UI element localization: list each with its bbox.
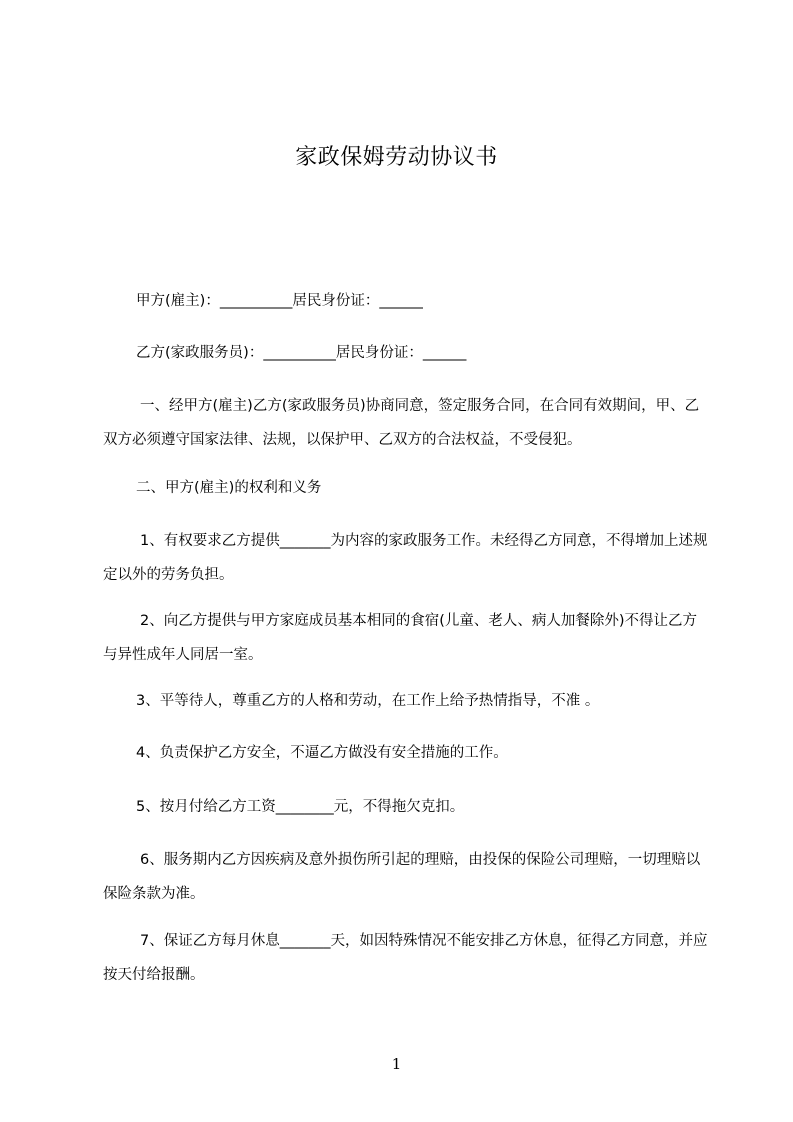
clause-2-1: 1、有权要求乙方提供_______为内容的家政服务工作。未经得乙方同意，不得增加上述规定以外的劳务负担。 [103, 533, 708, 583]
clause-2-2: 2、向乙方提供与甲方家庭成员基本相同的食宿(儿童、老人、病人加餐除外)不得让乙方与异性成年人同居一室。 [103, 613, 698, 663]
party-b-line: 乙方(家政服务员)：__________居民身份证：______ [136, 345, 467, 361]
clause-2-7: 7、保证乙方每月休息_______天，如因特殊情况不能安排乙方休息，征得乙方同意，并应按天付给报酬。 [103, 933, 708, 983]
party-a-line: 甲方(雇主)：__________居民身份证：______ [136, 293, 423, 309]
clause-2-5: 5、按月付给乙方工资________元，不得拖欠克扣。 [136, 799, 465, 815]
page-number: 1 [391, 1055, 402, 1073]
clause-2-6: 6、服务期内乙方因疾病及意外损伤所引起的理赔，由投保的保险公司理赔，一切理赔以保险条款为准。 [103, 852, 701, 902]
clause-2-3: 3、平等待人，尊重乙方的人格和劳动，在工作上给予热情指导，不准 。 [136, 693, 600, 709]
section-two-heading: 二、甲方(雇主)的权利和义务 [136, 480, 322, 496]
document-title: 家政保姆劳动协议书 [295, 145, 498, 170]
clause-one: 一、经甲方(雇主)乙方(家政服务员)协商同意，签定服务合同，在合同有效期间，甲、乙双方必须遵守国家法律、法规，以保护甲、乙双方的合法权益，不受侵犯。 [103, 398, 700, 448]
clause-2-4: 4、负责保护乙方安全，不逼乙方做没有安全措施的工作。 [136, 745, 508, 761]
